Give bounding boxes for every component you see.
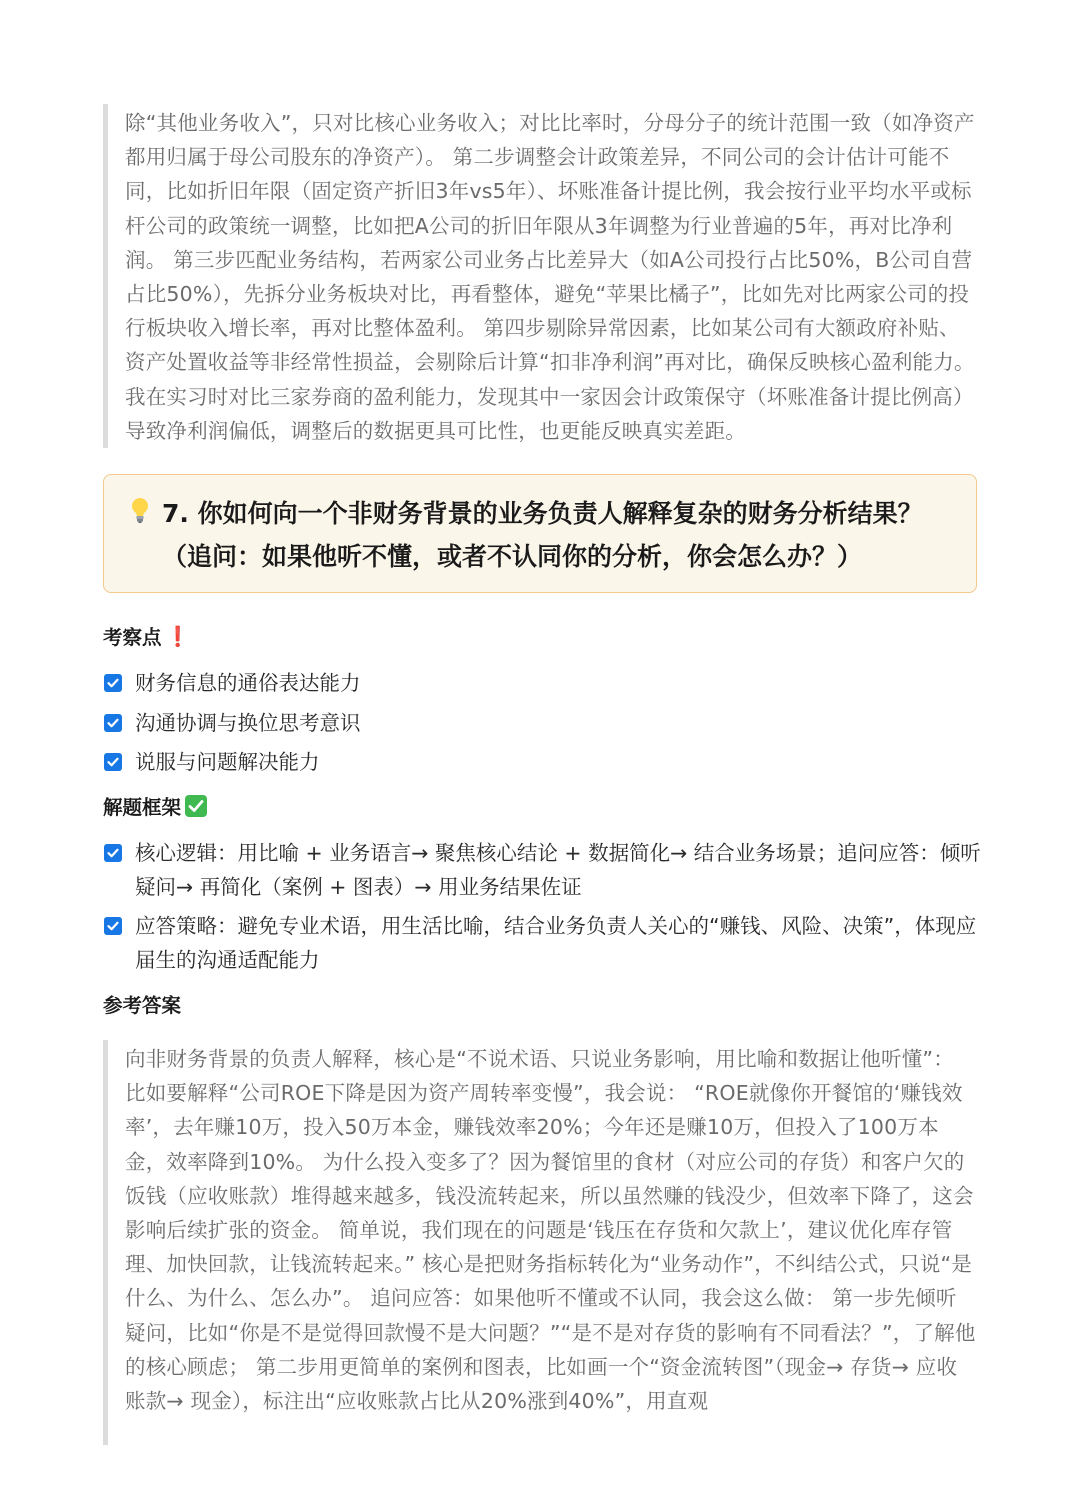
list-item-text: 核心逻辑：用比喻 + 业务语言→ 聚焦核心结论 + 数据简化→ 结合业务场景；追问应答：倾听疑问→ 再简化（案例 + 图表）→ 用业务结果佐证: [135, 841, 981, 899]
list-item: [103, 836, 983, 904]
framework-checklist: [103, 836, 983, 982]
list-item: [103, 706, 983, 740]
question-callout: [103, 474, 977, 593]
checkbox-checked-icon[interactable]: [104, 714, 122, 732]
section-answer-title: 参考答案: [103, 994, 182, 1017]
list-item: [103, 666, 983, 700]
list-item-text: 说服与问题解决能力: [135, 750, 320, 774]
list-item: [103, 745, 983, 779]
list-item-text: 财务信息的通俗表达能力: [135, 671, 361, 695]
lightbulb-icon: [130, 497, 150, 525]
points-checklist: [103, 666, 983, 785]
list-item-text: 应答策略：避免专业术语，用生活比喻，结合业务负责人关心的“赚钱、风险、决策”，体现应届生的沟通适配能力: [135, 914, 977, 972]
top-blockquote: [103, 104, 976, 448]
question-title: 7. 你如何向一个非财务背景的业务负责人解释复杂的财务分析结果？（追问：如果他听不懂，或者不认同你的分析，你会怎么办？）: [162, 499, 923, 571]
list-item: [103, 909, 983, 977]
checkbox-checked-icon[interactable]: [104, 844, 122, 862]
exclamation-icon: ❗: [165, 624, 190, 648]
section-points-title: 考察点: [103, 626, 162, 649]
answer-blockquote: [103, 1040, 976, 1445]
section-framework-title: 解题框架: [103, 796, 182, 819]
list-item-text: 沟通协调与换位思考意识: [135, 710, 361, 735]
answer-text: 向非财务背景的负责人解释，核心是“不说术语、只说业务影响，用比喻和数据让他听懂”： 比如要解释“公司ROE下降是因为资产周转率变慢”，我会说： “ROE就像你开餐馆的‘赚钱效率’，去年赚10万，投入50万本金，赚钱效率20%；今年还是赚10万，但投入了100万本金，效率降到10%。 为什么投入变多了？因为餐馆里的食材（对应公司的存货）和客户欠的饭钱（应收账款）堆得越来越多，钱没流转起来，所以虽然赚的钱没少，但效率下降了，这会影响后续扩张的资金。 简单说，我们现在的问题是‘钱压在存货和欠款上’，建议优化库存管理、加快回款，让钱流转起来。” 核心是把财务指标转化为“业务动作”，不纠结公式，只说“是什么、为什么、怎么办”。 追问应答：如果他听不懂或不认同，我会这么做： 第一步先倾听疑问，比如“你是不是觉得回款慢不是大问题？”“是不是对存货的影响有不同看法？”，了解他的核心顾虑； 第二步用更简单的案例和图表，比如画一个“资金流转图”（现金→ 存货→ 应收账款→ 现金），标注出“应收账款占比从20%涨到40%”，用直观: [125, 1047, 976, 1414]
checkbox-checked-icon[interactable]: [104, 753, 122, 771]
section-heading-answer: [103, 990, 181, 1018]
checkbox-checked-icon[interactable]: [104, 674, 122, 692]
section-heading-points: [103, 622, 190, 650]
top-quote-text: 除“其他业务收入”，只对比核心业务收入；对比比率时，分母分子的统计范围一致（如净资产都用归属于母公司股东的净资产）。 第二步调整会计政策差异，不同公司的会计估计可能不同，比如折旧年限（固定资产折旧3年vs5年）、坏账准备计提比例，我会按行业平均水平或标杆公司的政策统一调整，比如把A公司的折旧年限从3年调整为行业普遍的5年，再对比净利润。 第三步匹配业务结构，若两家公司业务占比差异大（如A公司投行占比50%，B公司自营占比50%），先拆分业务板块对比，再看整体，避免“苹果比橘子”，比如先对比两家公司的投行板块收入增长率，再对比整体盈利。 第四步剔除异常因素，比如某公司有大额政府补贴、资产处置收益等非经常性损益，会剔除后计算“扣非净利润”再对比，确保反映核心盈利能力。 我在实习时对比三家券商的盈利能力，发现其中一家因会计政策保守（坏账准备计提比例高）导致净利润偏低，调整后的数据更具可比性，也更能反映真实差距。: [125, 111, 975, 443]
checkbox-checked-icon[interactable]: [104, 917, 122, 935]
section-heading-framework: [103, 792, 207, 820]
check-mark-button-icon: [185, 795, 207, 817]
